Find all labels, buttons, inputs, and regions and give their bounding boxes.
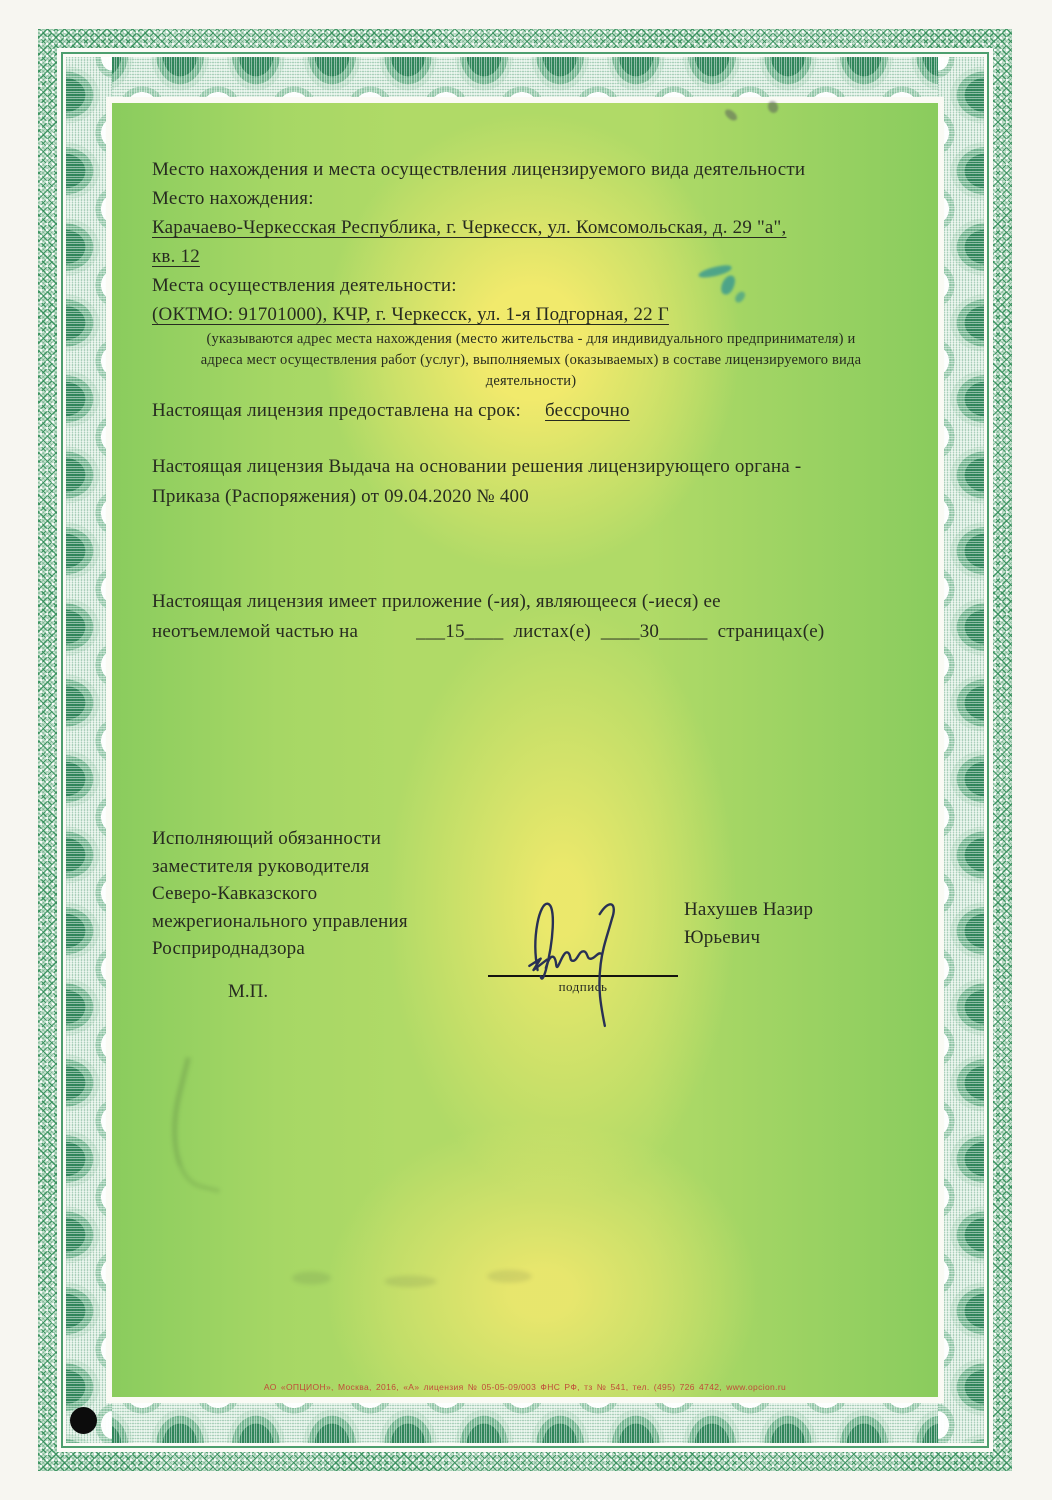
ink-stain-teal [692,263,768,309]
scan-smear-mark [156,1057,249,1193]
stamp-place-label: М.П. [228,981,269,1002]
activity-places-label: Места осуществления деятельности: [152,275,457,296]
section-heading: Место нахождения и места осуществления лицензируемого вида деятельности [152,159,806,180]
border-ornament-right [938,57,984,1443]
note-line-3: деятельности) [485,373,577,389]
attachment-pages-value: ____30_____ [600,621,708,642]
attachment-sheets-label: листах(е) [513,621,591,642]
license-body [112,103,938,1397]
issuing-basis [152,452,932,512]
location-value-line2: кв. 12 [152,246,200,267]
attachment-sheets-value: ___15____ [416,621,504,642]
scan-speck [723,107,739,122]
border-ornament-left [66,57,112,1443]
signer-name-block [684,896,904,952]
signer-title-line-1: Исполняющий обязанности [152,828,382,849]
signer-title-line-3: Северо-Кавказского [152,883,318,904]
signer-name-line-1: Нахушев Назир [684,899,814,920]
location-value-line1: Карачаево-Черкесская Республика, г. Черкесск, ул. Комсомольская, д. 29 "а", [152,217,787,238]
printer-imprint: АО «ОПЦИОН», Москва, 2016, «А» лицензия № 05-05-09/003 ФНС РФ, тз № 541, тел. (495) 726 4742, www.opcion.ru [263,1382,787,1392]
term-value: бессрочно [545,400,630,421]
location-section [152,155,912,329]
attachment-prefix: неотъемлемой частью на [152,621,359,642]
note-line-1: (указываются адрес места нахождения (место жительства - для индивидуального предпринимателя) и [206,331,856,347]
signer-title-block [152,825,482,963]
handwritten-signature [520,879,640,1029]
attachment-section [152,587,932,647]
signer-title-line-2: заместителя руководителя [152,855,370,877]
note-line-2: адреса мест осуществления работ (услуг), выполняемых (оказываемых) в составе лицензируемого вида [200,352,862,368]
signer-name-line-2: Юрьевич [684,927,761,948]
location-label: Место нахождения: [152,188,314,209]
signer-title-line-5: Росприроднадзора [152,938,305,959]
border-white-gap [57,48,993,1452]
license-term-line [152,396,912,425]
guilloche-border-frame [38,29,1012,1471]
attachment-line-1: Настоящая лицензия имеет приложение (-ия), являющееся (-иеся) ее [152,591,721,612]
reverse-side-bleedthrough [262,1261,592,1295]
basis-line-2: Приказа (Распоряжения) от 09.04.2020 № 400 [152,486,529,507]
explanatory-note [136,329,926,392]
border-ornament-bottom [66,1397,984,1443]
punch-hole [70,1407,97,1434]
guilloche-band [66,57,984,1443]
activity-places-value: (ОКТМО: 91701000), КЧР, г. Черкесск, ул. 1-я Подгорная, 22 Г [152,304,669,325]
border-green-rule [61,52,989,1448]
border-ornament-top [66,57,984,103]
attachment-line-2 [152,617,932,647]
term-label: Настоящая лицензия предоставлена на срок: [152,400,522,421]
signer-title-line-4: межрегионального управления [152,910,408,932]
basis-line-1: Настоящая лицензия Выдача на основании решения лицензирующего органа - [152,456,802,477]
signature-caption: подпись [558,979,608,994]
attachment-pages-label: страницах(е) [717,621,825,642]
